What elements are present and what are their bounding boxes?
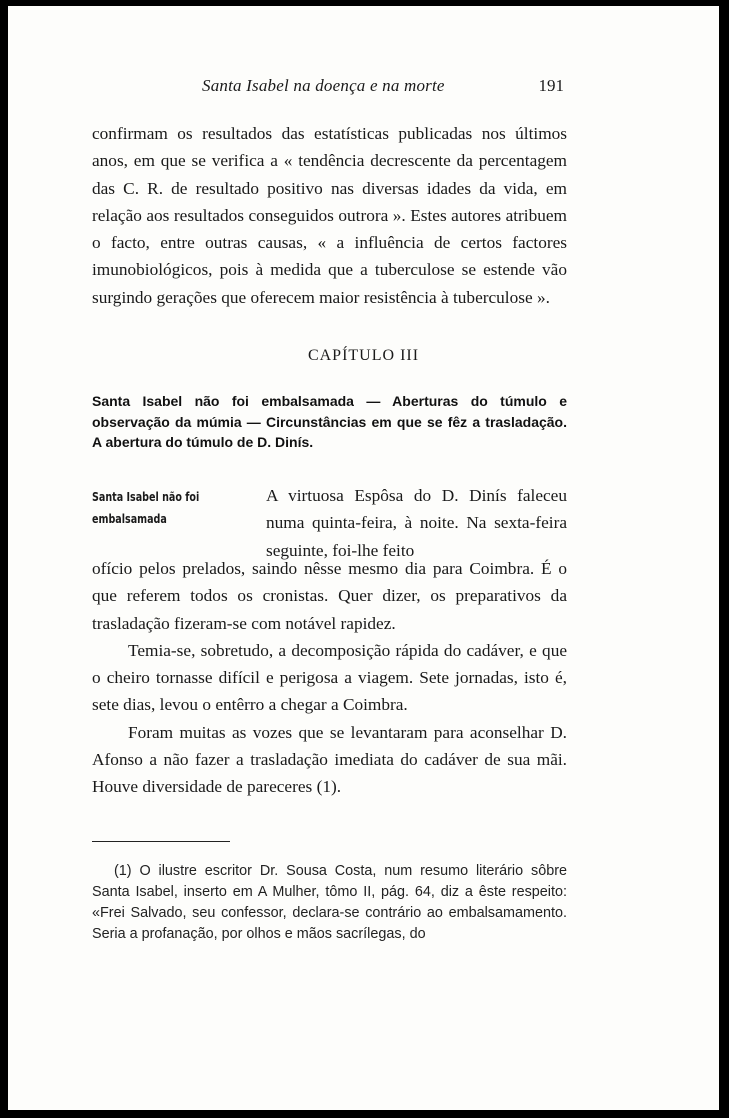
book-page	[8, 6, 719, 1110]
footnote-rule	[92, 841, 230, 842]
footnote-reference: (1).	[316, 777, 342, 797]
chapter-summary: Santa Isabel não foi embalsamada — Aberturas do túmulo e observação da múmia — Circunstâncias em que se fêz a trasladação. A abertura do túmulo de D. Dinís.	[92, 393, 567, 450]
footnote-text: O ilustre escritor Dr. Sousa Costa, num resumo literário sôbre Santa Isabel, inserto em A Mulher, tômo II, pág. 64, diz a êste respeito: «Frei Salvado, seu confessor, declara-se contrário ao embalsamamento. Seria a profanação, por olhos e mãos sacrílegas, do	[92, 863, 568, 942]
footnote-marker: (1)	[114, 863, 132, 879]
body-first-lines: A virtuosa Espôsa do D. Dinís faleceu numa quinta-feira, à noite. Na sexta-feira seguinte, foi-lhe feito	[266, 486, 567, 560]
body-continuation: ofício pelos prelados, saindo nêsse mesmo dia para Coimbra. É o que referem todos os cronistas. Quer dizer, os preparativos da trasladação fizeram-se com notável rapidez.	[92, 559, 567, 633]
body-paragraph-2: Temia-se, sobretudo, a decomposição rápida do cadáver, e que o cheiro tornasse difícil e perigosa a viagem. Sete jornadas, isto é, sete dias, levou o entêrro a chegar a Coimbra.	[92, 640, 567, 715]
footnote	[92, 861, 567, 945]
page-number: 191	[538, 76, 564, 95]
paragraph-continued	[92, 120, 567, 311]
running-title: Santa Isabel na doença e na morte	[202, 76, 445, 95]
chapter-heading: CAPÍTULO III	[307, 347, 420, 364]
margin-note	[92, 486, 220, 530]
page-header	[188, 74, 568, 100]
body-paragraph-3	[92, 719, 567, 801]
body-paragraph-3-text: Foram muitas as vozes que se levantaram para aconselhar D. Afonso a não fazer a trasladação imediata do cadáver de sua mãi. Houve diversidade de pareceres	[92, 722, 567, 797]
margin-note-line-2: embalsamada	[92, 511, 167, 526]
paragraph-text: confirmam os resultados das estatísticas publicadas nos últimos anos, em que se verifica a « tendência decrescente da percentagem das C. R. de resultado positivo nas diversas idades da vida, em relação aos resultados conseguidos outrora ». Estes autores atribuem o facto, entre outras causas, « a influência de certos factores imunobiológicos, pois à medida que a tuberculose se estende vão surgindo gerações que oferecem maior resistência à tuberculose ».	[92, 124, 567, 307]
body-text	[92, 555, 567, 801]
margin-note-line-1: Santa Isabel não foi	[92, 489, 200, 504]
